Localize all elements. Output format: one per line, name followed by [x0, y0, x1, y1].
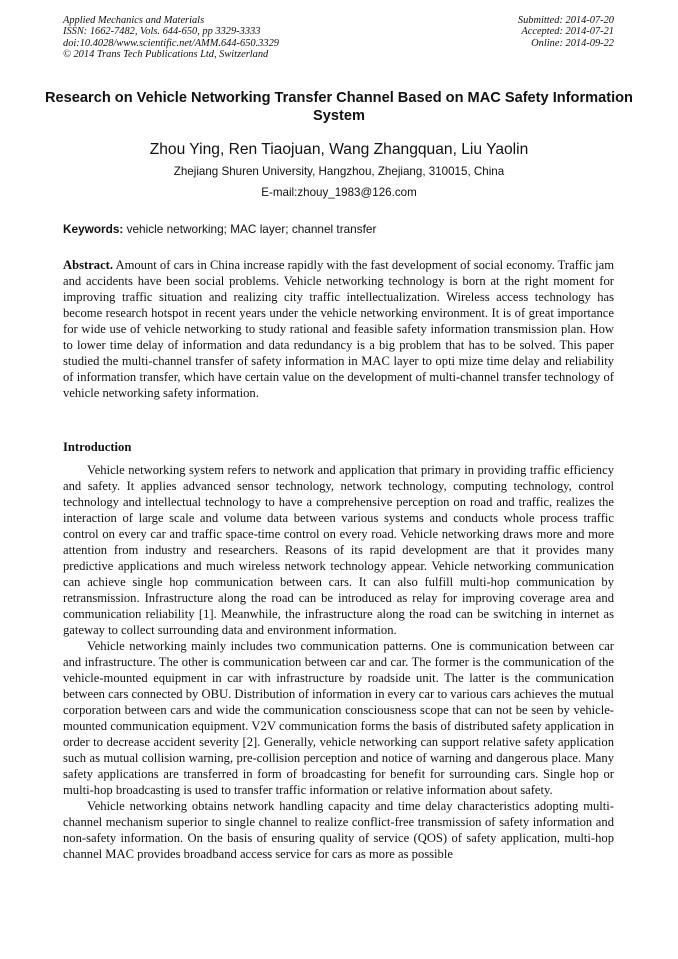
paragraph: Vehicle networking obtains network handling capacity and time delay characteristics adopting multi-channel mechanism superior to single channel to realize conflict-free transmission of safety information and non-safety information. On the basis of ensuring quality of service (QOS) of safety application, multi-hop channel MAC provides broadband access service for cars as more as possible — [63, 799, 614, 861]
accepted-date: Accepted: 2014-07-21 — [521, 26, 614, 38]
paper-title: Research on Vehicle Networking Transfer Channel Based on MAC Safety Information System — [45, 90, 633, 124]
keywords — [63, 222, 376, 236]
issn-line: ISSN: 1662-7482, Vols. 644-650, pp 3329-3333 — [63, 26, 261, 38]
doi-line: doi:10.4028/www.scientific.net/AMM.644-650.3329 — [63, 37, 279, 49]
section-heading: Introduction — [63, 440, 132, 454]
authors: Zhou Ying, Ren Tiaojuan, Wang Zhangquan, Liu Yaolin — [149, 141, 529, 158]
online-date: Online: 2014-09-22 — [531, 37, 614, 49]
journal-info — [63, 15, 279, 61]
affiliation: Zhejiang Shuren University, Hangzhou, Zhejiang, 310015, China — [173, 165, 505, 178]
introduction-body — [63, 462, 614, 862]
keywords-label: Keywords: — [63, 222, 124, 236]
copyright-line: © 2014 Trans Tech Publications Ltd, Switzerland — [63, 49, 269, 61]
keywords-text: vehicle networking; MAC layer; channel transfer — [126, 222, 377, 236]
abstract-label: Abstract. — [63, 258, 114, 272]
journal-name: Applied Mechanics and Materials — [63, 15, 205, 26]
submitted-date: Submitted: 2014-07-20 — [517, 15, 614, 26]
abstract-text: Amount of cars in China increase rapidly with the fast development of social economy. Traffic jam and accidents have been social problems. Vehicle networking technology is born at the right moment for improving traffic situation and realizing city traffic intellectualization. Wireless access technology has become research hotspot in recent years under the vehicle networking environment. It is of great importance for wide use of vehicle networking to study rational and feasible safety information transmission plan. How to lower time delay of information and data redundancy is a big problem that has to be solved. This paper studied the multi-channel transfer of safety information in MAC layer to opti mize time delay and reliability of information transfer, which have certain value on the development of multi-channel transfer technology of vehicle networking safety information. — [63, 258, 614, 400]
paragraph: Vehicle networking mainly includes two communication patterns. One is communication between car and infrastructure. The other is communication between car and car. The former is the communication of the vehicle-mounted equipment in car with infrastructure by roadside unit. The latter is the communication between cars connected by OBU. Distribution of information in every car to various cars achieves the mutual corporation between cars and wide the communication consciousness scope that can not be seen by vehicle-mounted communication equipment. V2V communication forms the basis of distributed safety application in order to decrease accident severity [2]. Generally, vehicle networking can support relative safety application such as mutual collision warning, pre-collision perception and notice of warning and dangerous place. Many safety applications are transferred in form of broadcasting for benefit for surrounding cars. Single hop or multi-hop broadcasting is used to transfer traffic information or relative information about safety. — [63, 639, 614, 797]
abstract — [63, 257, 614, 401]
email: E-mail:zhouy_1983@126.com — [261, 186, 417, 199]
publication-dates — [518, 15, 614, 49]
paragraph: Vehicle networking system refers to network and application that primary in providing traffic efficiency and safety. It applies advanced sensor technology, network technology, computing technology, control technology and intellectual technology to have a comprehensive perception on road and traffic, realizes the interaction of large scale and volume data between various systems and conducts whole process traffic control on every car and traffic space-time control on every road. Vehicle networking draws more and more attention from industry and researchers. Reasons of its rapid development are that it provides many predictive applications and much wireless network technology appear. Vehicle networking communication can achieve single hop communication between cars. It can also fulfill multi-hop communication by retransmission. Infrastructure along the road can be introduced as relay for improving coverage area and communication reliability [1]. Meanwhile, the infrastructure along the road can be switching in internet as gateway to collect surrounding data and environment information. — [63, 463, 614, 637]
